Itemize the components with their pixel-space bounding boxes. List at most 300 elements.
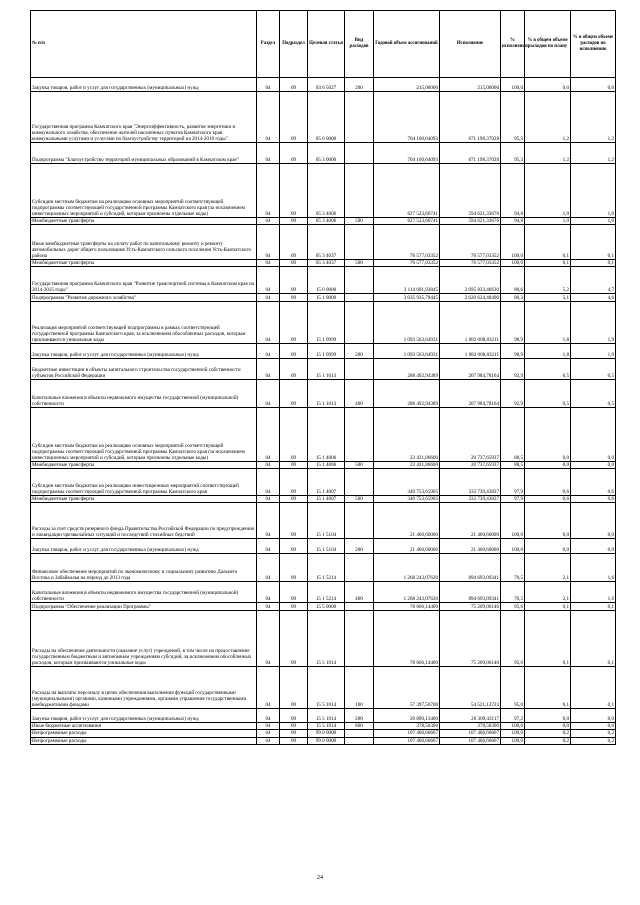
page-number: 24 [317,875,323,881]
table-cell-pct: 100,0 [501,723,525,730]
table-cell-share-plan: 0,1 [525,260,571,267]
table-cell-plan: 288 492,94389 [374,380,440,408]
table-cell-csr: 15 1 0000 [308,294,345,302]
table-cell-csr: 15 5 1014 [308,611,345,667]
table-cell-pct: 94,8 [501,164,525,218]
table-cell-plan: 21 460,60000 [374,539,440,554]
table-cell-name: Капитальные вложения в объекты недвижимого имущества государственной (муниципальной) собственности [31,380,257,408]
table-cell-share-plan: 5,2 [525,267,571,294]
table-cell-share-fact: 0,1 [571,225,616,260]
table-cell-share-plan: 0,2 [525,737,571,744]
table-cell-vr: 100 [345,667,374,709]
table-cell-podrazdel: 09 [280,469,308,496]
table-cell-razdel: 04 [257,611,280,667]
table-cell-name: Закупка товаров, работ и услуг для государственных (муниципальных) нужд [31,709,257,723]
table-cell-razdel: 04 [257,730,280,737]
table-cell-plan: 1 093 563,64931 [374,344,440,359]
table-cell-razdel: 04 [257,143,280,164]
table-cell-vr [345,603,374,611]
table-cell-fact: 894 693,09341 [440,582,501,603]
table-cell-fact: 267 984,78164 [440,359,501,380]
table-cell-plan: 21 460,60000 [374,503,440,539]
table-cell-vr: 500 [345,462,374,469]
table-cell-share-fact: 0,0 [571,78,616,92]
table-cell-share-plan: 1,8 [525,302,571,344]
document-page [30,10,615,745]
table-cell-pct: 95,0 [501,667,525,709]
table-cell-razdel: 04 [257,503,280,539]
table-cell-podrazdel: 09 [280,737,308,744]
table-cell-vr [345,164,374,218]
table-cell-plan: 340 753,65905 [374,469,440,496]
table-cell-name: Расходы на обеспечение деятельности (оказание услуг) учреждений, в том числе на предоставление государственным бюджетным и автономным учреждениям субсидий, за исключением обособленных расходов, которым присваиваются уникальные коды [31,611,257,667]
table-row [31,469,616,496]
table-cell-fact: 54 521,12723 [440,667,501,709]
header-share-fact: % в общем объеме расходов по исполнению [571,11,616,78]
table-row [31,667,616,709]
table-cell-share-fact: 0,1 [571,667,616,709]
table-cell-plan: 378,50300 [374,723,440,730]
table-cell-fact: 21 460,60000 [440,503,501,539]
table-row [31,539,616,554]
table-row [31,723,616,730]
table-cell-fact: 75 209,06140 [440,603,501,611]
table-cell-fact: 1 082 008,83211 [440,302,501,344]
table-row [31,359,616,380]
table-cell-share-fact: 0,0 [571,709,616,723]
table-cell-csr: 15 1 4006 [308,408,345,462]
table-row [31,294,616,302]
table-cell-csr: 15 1 4007 [308,496,345,503]
table-cell-razdel: 04 [257,469,280,496]
table-cell-csr: 15 1 1013 [308,359,345,380]
table-cell-share-plan: 0,0 [525,408,571,462]
table-cell-share-plan: 0,6 [525,469,571,496]
table-cell-share-fact: 0,1 [571,260,616,267]
table-cell-share-plan: 5,1 [525,294,571,302]
table-row [31,408,616,462]
table-cell-share-plan: 2,1 [525,582,571,603]
table-cell-plan: 76 577,03352 [374,260,440,267]
table-row [31,344,616,359]
table-cell-share-fact: 0,6 [571,469,616,496]
table-cell-share-fact: 0,1 [571,611,616,667]
table-cell-pct: 100,0 [501,260,525,267]
header-podrazdel: Подраздел [280,11,308,78]
table-cell-podrazdel: 09 [280,344,308,359]
table-cell-fact: 671 198,37028 [440,143,501,164]
table-cell-share-fact: 0,2 [571,730,616,737]
table-cell-fact: 107 466,66667 [440,730,501,737]
table-row [31,92,616,143]
table-cell-fact: 594 621,33676 [440,164,501,218]
table-cell-fact: 2 695 833,46630 [440,267,501,294]
table-cell-vr: 200 [345,344,374,359]
table-cell-csr: 15 5 1014 [308,667,345,709]
table-cell-csr: 05 3 4006 [308,164,345,218]
table-cell-fact: 76 577,03352 [440,260,501,267]
table-cell-fact: 215,00000 [440,78,501,92]
table-cell-csr: 15 1 4006 [308,462,345,469]
table-row [31,582,616,603]
table-cell-name: Субсидии местным бюджетам на реализацию инвестиционных мероприятий соответствующей подпрограммы соответствующей государственной программы Камчатского края [31,469,257,496]
table-cell-podrazdel: 09 [280,218,308,225]
table-cell-podrazdel: 09 [280,667,308,709]
table-cell-csr: 15 0 0000 [308,267,345,294]
table-cell-podrazdel: 09 [280,380,308,408]
table-cell-plan: 1 268 243,07620 [374,582,440,603]
table-cell-vr: 200 [345,539,374,554]
table-cell-podrazdel: 09 [280,302,308,344]
table-cell-name: Реализация мероприятий соответствующей подпрограммы в рамках соответствующей государственной программы Камчатского края, за исключением обособленных расходов, которым присваиваются уникальные коды [31,302,257,344]
table-cell-name: Подпрограмма "Благоустройство территорий муниципальных образований в Камчатском крае" [31,143,257,164]
table-cell-share-plan: 0,5 [525,359,571,380]
table-cell-vr [345,737,374,744]
table-cell-podrazdel: 09 [280,582,308,603]
table-cell-name: Расходы на выплаты персоналу в целях обеспечения выполнения функций государственными (муниципальными) органами, казенными учреждениями, органами управления государственными внебюджетными фондами [31,667,257,709]
table-cell-csr: 03 6 5027 [308,78,345,92]
table-cell-vr: 500 [345,218,374,225]
table-cell-share-plan: 0,0 [525,709,571,723]
table-cell-name: Непрограммные расходы [31,730,257,737]
table-cell-podrazdel: 09 [280,496,308,503]
table-cell-share-fact: 1,0 [571,218,616,225]
table-cell-vr [345,554,374,582]
table-cell-share-fact: 1,2 [571,143,616,164]
table-cell-csr: 15 5 0000 [308,603,345,611]
table-cell-share-plan: 2,1 [525,554,571,582]
table-row [31,554,616,582]
table-cell-fact: 20 737,65937 [440,462,501,469]
table-cell-share-fact: 1,6 [571,582,616,603]
table-row [31,503,616,539]
table-cell-podrazdel: 09 [280,462,308,469]
table-cell-podrazdel: 09 [280,78,308,92]
table-cell-share-plan: 1,2 [525,143,571,164]
table-cell-podrazdel: 09 [280,603,308,611]
table-cell-razdel: 04 [257,78,280,92]
table-cell-name: Финансовое обеспечение мероприятий по экономическому и социальному развитию Дальнего Востока и Забайкалья на период до 2013 года [31,554,257,582]
table-cell-pct: 70,5 [501,554,525,582]
table-row [31,737,616,744]
table-cell-vr: 400 [345,582,374,603]
table-cell-vr: 200 [345,709,374,723]
header-share-plan: % в общем объеме расходов по плану [525,11,571,78]
table-cell-name: Подпрограмма "Обеспечение реализации Программы" [31,603,257,611]
table-cell-name: Закупка товаров, работ и услуг для государственных (муниципальных) нужд [31,78,257,92]
table-cell-plan: 627 523,60741 [374,164,440,218]
table-cell-razdel: 04 [257,667,280,709]
table-cell-pct: 92,9 [501,359,525,380]
table-cell-fact: 107 466,66667 [440,737,501,744]
table-row [31,611,616,667]
table-header-row [31,11,616,78]
table-cell-podrazdel: 09 [280,294,308,302]
table-cell-pct: 95,6 [501,603,525,611]
table-cell-vr [345,143,374,164]
table-cell-share-fact: 4,7 [571,267,616,294]
table-cell-share-plan: 0,2 [525,730,571,737]
table-cell-razdel: 04 [257,225,280,260]
table-cell-podrazdel: 09 [280,225,308,260]
table-cell-razdel: 04 [257,302,280,344]
table-cell-pct: 100,0 [501,78,525,92]
table-cell-csr: 05 0 0000 [308,92,345,143]
table-cell-name: Межбюджетные трансферты [31,260,257,267]
table-cell-razdel: 04 [257,539,280,554]
table-cell-plan: 3 035 935,79445 [374,294,440,302]
table-cell-csr: 15 1 4007 [308,469,345,496]
table-cell-razdel: 04 [257,603,280,611]
header-plan: Годовой объем ассигнований [374,11,440,78]
table-cell-share-plan: 1,2 [525,92,571,143]
table-row [31,218,616,225]
table-cell-csr: 15 1 0999 [308,302,345,344]
table-cell-csr: 99 0 0000 [308,737,345,744]
table-cell-plan: 23 421,86600 [374,462,440,469]
header-name: № п/п [31,11,257,78]
table-cell-vr [345,359,374,380]
table-cell-podrazdel: 09 [280,539,308,554]
table-cell-pct: 100,0 [501,737,525,744]
table-cell-podrazdel: 09 [280,723,308,730]
table-row [31,164,616,218]
table-cell-vr: 800 [345,723,374,730]
table-cell-plan: 704 100,64093 [374,92,440,143]
table-cell-pct: 98,9 [501,302,525,344]
table-cell-csr: 15 1 5104 [308,503,345,539]
header-vr: Вид расходов [345,11,374,78]
table-cell-razdel: 04 [257,344,280,359]
table-cell-share-plan: 0,1 [525,603,571,611]
table-cell-razdel: 04 [257,723,280,730]
table-cell-pct: 97,2 [501,709,525,723]
table-row [31,603,616,611]
table-row [31,730,616,737]
table-body [31,78,616,745]
table-cell-pct: 95,3 [501,92,525,143]
table-cell-name: Иные межбюджетные трансферты на оплату работ по капитальному ремонту и ремонту автомобильных дорог общего пользования Усть-Камчатского сельского поселения Усть-Камчатского района [31,225,257,260]
table-row [31,380,616,408]
table-cell-razdel: 04 [257,260,280,267]
table-cell-pct: 100,0 [501,539,525,554]
table-cell-podrazdel: 09 [280,554,308,582]
table-cell-share-fact: 0,1 [571,603,616,611]
table-cell-fact: 75 209,06140 [440,611,501,667]
table-cell-razdel: 04 [257,294,280,302]
table-cell-plan: 78 666,14400 [374,611,440,667]
table-cell-share-fact: 0,6 [571,496,616,503]
table-row [31,267,616,294]
table-cell-share-plan: 0,0 [525,78,571,92]
table-cell-vr [345,503,374,539]
table-cell-razdel: 04 [257,554,280,582]
table-cell-fact: 76 577,03352 [440,225,501,260]
table-cell-pct: 88,5 [501,462,525,469]
header-pct: % исполнения [501,11,525,78]
table-cell-fact: 894 693,09341 [440,554,501,582]
table-cell-vr [345,611,374,667]
table-cell-vr: 400 [345,380,374,408]
table-cell-share-fact: 0,0 [571,503,616,539]
table-cell-name: Бюджетные инвестиции в объекты капитального строительства государственной собственности субъектов Российской Федерации [31,359,257,380]
table-cell-csr: 15 5 1014 [308,709,345,723]
table-cell-name: Закупка товаров, работ и услуг для государственных (муниципальных) нужд [31,539,257,554]
table-cell-fact: 20 737,65937 [440,408,501,462]
table-cell-share-fact: 4,6 [571,294,616,302]
table-cell-csr: 05 3 4006 [308,218,345,225]
table-cell-share-fact: 0,0 [571,408,616,462]
table-cell-podrazdel: 09 [280,92,308,143]
table-cell-csr: 05 3 0000 [308,143,345,164]
table-row [31,260,616,267]
table-cell-pct: 98,9 [501,344,525,359]
table-cell-csr: 15 5 1014 [308,723,345,730]
table-cell-pct: 70,5 [501,582,525,603]
table-cell-podrazdel: 09 [280,408,308,462]
table-cell-podrazdel: 09 [280,143,308,164]
table-cell-share-fact: 1,9 [571,344,616,359]
table-cell-share-plan: 0,0 [525,462,571,469]
table-cell-pct: 97,9 [501,469,525,496]
table-cell-vr [345,469,374,496]
table-cell-vr [345,267,374,294]
table-cell-fact: 1 082 008,83211 [440,344,501,359]
table-cell-name: Иные бюджетные ассигнования [31,723,257,730]
table-cell-share-fact: 0,0 [571,539,616,554]
table-cell-plan: 107 466,66667 [374,737,440,744]
table-cell-share-fact: 1,9 [571,302,616,344]
table-cell-share-plan: 0,1 [525,611,571,667]
table-cell-razdel: 04 [257,164,280,218]
budget-execution-table [30,10,616,745]
table-cell-razdel: 04 [257,359,280,380]
table-cell-name: Государственная программа Камчатского края "Развитие транспортной системы в Камчатском крае на 2014-2025 годы" [31,267,257,294]
table-cell-plan: 1 093 563,64931 [374,302,440,344]
table-cell-vr: 500 [345,496,374,503]
table-cell-csr: 15 1 5104 [308,539,345,554]
table-cell-share-plan: 0,6 [525,496,571,503]
table-cell-plan: 107 466,66667 [374,730,440,737]
table-cell-pct: 100,0 [501,225,525,260]
table-cell-name: Расходы за счет средств резервного фонда Правительства Российской Федерации по предупреждению и ликвидации чрезвычайных ситуаций и последствий стихийных бедствий [31,503,257,539]
table-cell-podrazdel: 09 [280,164,308,218]
table-cell-razdel: 04 [257,408,280,462]
table-cell-name: Непрограммные расходы [31,737,257,744]
table-row [31,496,616,503]
table-cell-share-plan: 1,0 [525,218,571,225]
table-cell-share-fact: 0,5 [571,359,616,380]
table-cell-csr: 15 1 1013 [308,380,345,408]
table-cell-plan: 288 492,94389 [374,359,440,380]
table-cell-share-fact: 0,0 [571,723,616,730]
table-cell-plan: 20 890,13400 [374,709,440,723]
table-cell-vr: 200 [345,78,374,92]
header-razdel: Раздел [257,11,280,78]
table-cell-pct: 86,6 [501,267,525,294]
table-cell-name: Подпрограмма "Развитие дорожного хозяйства" [31,294,257,302]
table-cell-fact: 594 621,33676 [440,218,501,225]
table-cell-csr: 99 0 0000 [308,730,345,737]
table-cell-podrazdel: 09 [280,503,308,539]
table-cell-share-plan: 0,0 [525,503,571,539]
table-cell-pct: 86,3 [501,294,525,302]
table-cell-fact: 671 198,37028 [440,92,501,143]
header-csr: Целевая статья [308,11,345,78]
table-cell-plan: 627 523,60741 [374,218,440,225]
table-cell-pct: 88,5 [501,408,525,462]
table-cell-fact: 21 460,60000 [440,539,501,554]
table-cell-csr: 15 1 5214 [308,582,345,603]
table-cell-name: Субсидии местным бюджетам на реализацию основных мероприятий соответствующей подпрограммы соответствующей государственной программы Камчатского края (за исключением инвестиционных мероприятий и субсидий, которым присвоены отдельные коды) [31,164,257,218]
table-cell-pct: 95,6 [501,611,525,667]
table-cell-plan: 704 100,64093 [374,143,440,164]
table-row [31,143,616,164]
table-row [31,302,616,344]
table-cell-fact: 20 309,43117 [440,709,501,723]
table-cell-pct: 97,9 [501,496,525,503]
table-cell-vr [345,294,374,302]
table-cell-vr [345,408,374,462]
table-cell-share-fact: 1,0 [571,164,616,218]
table-cell-csr: 15 1 5214 [308,554,345,582]
table-cell-csr: 15 1 0999 [308,344,345,359]
table-cell-podrazdel: 09 [280,267,308,294]
table-cell-pct: 100,0 [501,730,525,737]
table-cell-plan: 23 421,86600 [374,408,440,462]
table-cell-csr: 05 3 4037 [308,260,345,267]
table-cell-share-plan: 0,5 [525,380,571,408]
table-cell-podrazdel: 09 [280,359,308,380]
table-cell-name: Субсидии местным бюджетам на реализацию основных мероприятий соответствующей подпрограммы соответствующей государственной программы Камчатского края (за исключением инвестиционных мероприятий и субсидий, которым присвоены отдельные коды) [31,408,257,462]
table-cell-name: Межбюджетные трансферты [31,496,257,503]
table-cell-razdel: 04 [257,267,280,294]
table-row [31,225,616,260]
table-cell-razdel: 04 [257,496,280,503]
table-cell-razdel: 04 [257,92,280,143]
table-cell-plan: 76 577,03352 [374,225,440,260]
table-cell-share-plan: 0,0 [525,539,571,554]
table-cell-share-plan: 1,0 [525,164,571,218]
table-row [31,78,616,92]
table-cell-share-fact: 0,2 [571,737,616,744]
table-cell-podrazdel: 09 [280,730,308,737]
table-cell-share-fact: 0,0 [571,462,616,469]
table-cell-plan: 3 114 601,93845 [374,267,440,294]
table-cell-share-plan: 0,1 [525,667,571,709]
table-cell-plan: 215,00000 [374,78,440,92]
table-cell-name: Межбюджетные трансферты [31,218,257,225]
table-row [31,462,616,469]
table-cell-share-fact: 0,5 [571,380,616,408]
table-cell-plan: 78 666,14400 [374,603,440,611]
table-cell-vr [345,302,374,344]
table-cell-fact: 333 739,43837 [440,496,501,503]
table-cell-share-fact: 1,2 [571,92,616,143]
table-cell-share-plan: 1,8 [525,344,571,359]
table-cell-vr: 500 [345,260,374,267]
table-cell-pct: 95,3 [501,143,525,164]
table-cell-fact: 2 620 624,40490 [440,294,501,302]
table-cell-name: Капитальные вложения в объекты недвижимого имущества государственной (муниципальной) собственности [31,582,257,603]
table-cell-name: Государственная программа Камчатского края "Энергоэффективность, развитие энергетики и коммунального хозяйства, обеспечение жителей населенных пунктов Камчатского края коммунальными услугами и услугами по благоустройству территорий на 2014-2018 годы" [31,92,257,143]
table-cell-fact: 267 984,78164 [440,380,501,408]
table-cell-plan: 57 397,50700 [374,667,440,709]
table-cell-plan: 1 268 243,07620 [374,554,440,582]
table-cell-razdel: 04 [257,737,280,744]
table-cell-pct: 100,0 [501,503,525,539]
table-cell-fact: 378,50300 [440,723,501,730]
